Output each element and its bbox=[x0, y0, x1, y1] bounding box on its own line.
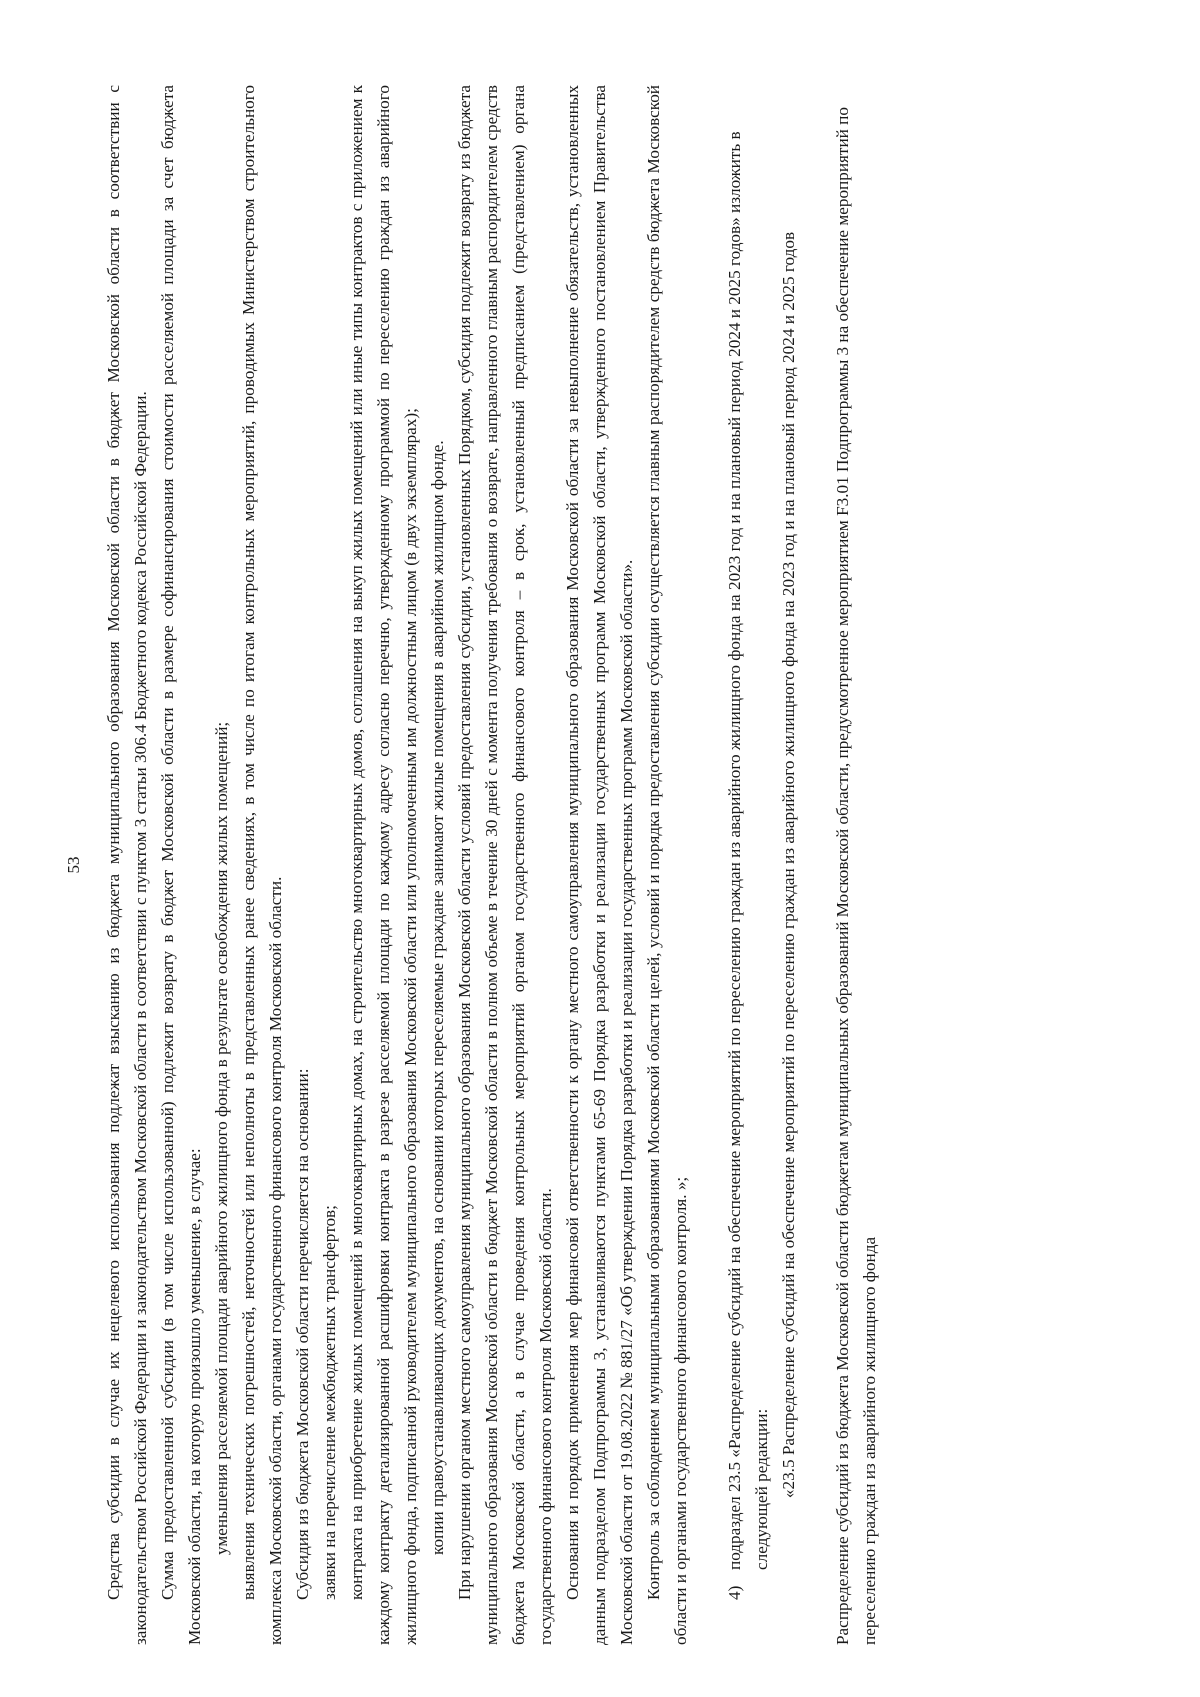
list-item-text: подраздел 23.5 «Распределение субсидий на обеспечение мероприятий по переселению граждан из аварийного жилищного фонда на 2023 год и на плановый период 2024 и 2025 годов» изложить в следующей редакции: bbox=[725, 131, 771, 1570]
list-item-number: 4) bbox=[725, 1585, 744, 1600]
paragraph: Субсидия из бюджета Московской области перечисляется на основании: bbox=[293, 1068, 312, 1600]
list-item bbox=[721, 85, 775, 1600]
paragraph: Основания и порядок применения мер финансовой ответственности к органу местного самоуправления муниципального образования Московской области за невыполнение обязательств, установленных данным подразделом Подпрограммы 3, устанавливаются пунктами 65-69 Порядка разработки и реализации государственных программ Московской области, утвержденного постановлением Правительства Московской области от 19.08.2022 № 881/27 «Об утверждении Порядка разработки и реализации государственных программ Московской области». bbox=[563, 85, 636, 1645]
spacer bbox=[694, 85, 721, 1645]
paragraph: копии правоустанавливающих документов, на основании которых переселяемые граждане занимают жилые помещения в аварийном жилищном фонде. bbox=[428, 440, 447, 1555]
paragraph: Распределение субсидий из бюджета Московской области бюджетам муниципальных образований Московской области, предусмотренное мероприятием F3.01 Подпрограммы 3 на обеспечение мероприятий по переселению граждан из аварийного жилищного фонда bbox=[833, 107, 879, 1645]
paragraph: выявления технических погрешностей, неточностей или неполноты в представленных ранее сведениях, в том числе по итогам контрольных мероприятий, проводимых Министерством строительного комплекса Московской области, органами государственного финансового контроля Московской области. bbox=[239, 85, 285, 1645]
spacer bbox=[802, 85, 829, 1645]
paragraph: При нарушении органом местного самоуправления муниципального образования Московской области условий предоставления субсидии, установленных Порядком, субсидия подлежит возврату из бюджета муниципального образования Московской области в бюджет Московской области в полном объеме в течение 30 дней с момента получения требования о возврате, направленного главным распорядителем средств бюджета Московской области, а в случае проведения контрольных мероприятий органом государственного финансового контроля – в срок, установленный предписанием (представлением) органа государственного финансового контроля Московской области. bbox=[455, 85, 555, 1645]
paragraph: Контроль за соблюдением муниципальными образованиями Московской области целей, условий и порядка предоставления субсидии осуществляется главным распорядителем средств бюджета Московской области и органами государственного финансового контроля. »; bbox=[644, 85, 690, 1645]
page-number: 53 bbox=[64, 856, 83, 874]
section-heading-quote: «23.5 Распределение субсидий на обеспечение мероприятий по переселению граждан из аварийного жилищного фонда на 2023 год и на плановый период 2024 и 2025 годов bbox=[779, 231, 798, 1499]
paragraph: уменьшения расселяемой площади аварийного жилищного фонда в результате освобождения жилых помещений; bbox=[212, 721, 231, 1555]
paragraph: контракта на приобретение жилых помещений в многоквартирных домах, на строительство многоквартирных домов, соглашения на выкуп жилых помещений или иные типы контрактов с приложением к каждому контракту детализированной расшифровки контракта в разрезе расселяемой площади по каждому адресу согласно перечню, утвержденному программой по переселению граждан из аварийного жилищного фонда, подписанной руководителем муниципального образования Московской области или уполномоченным им должностным лицом (в двух экземплярах); bbox=[347, 85, 420, 1645]
document-body bbox=[100, 85, 883, 1645]
rotated-page bbox=[60, 85, 1115, 1645]
paragraph: заявки на перечисление межбюджетных трансфертов; bbox=[320, 1205, 339, 1600]
paragraph: Средства субсидии в случае их нецелевого использования подлежат взысканию из бюджета муниципального образования Московской области в бюджет Московской области в соответствии с законодательством Российской Федерации и законодательством Московской области в соответствии с пунктом 3 статьи 306.4 Бюджетного кодекса Российской Федерации. bbox=[104, 85, 150, 1645]
paragraph: Сумма предоставленной субсидии (в том числе использованной) подлежит возврату в бюджет Московской области в размере софинансирования стоимости расселяемой площади за счет бюджета Московской области, на которую произошло уменьшение, в случае: bbox=[158, 85, 204, 1645]
